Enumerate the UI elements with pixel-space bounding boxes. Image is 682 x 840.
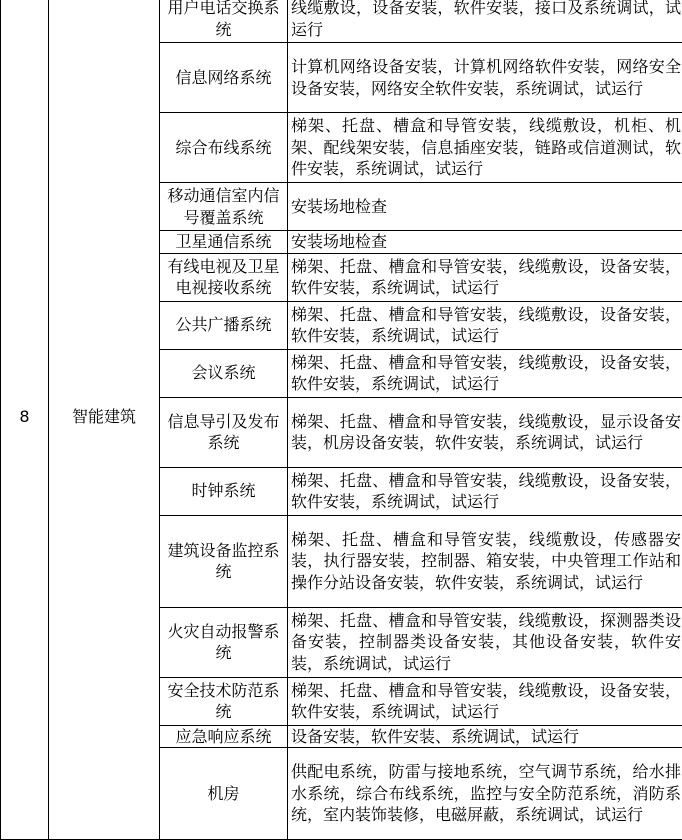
- subsystem-cell: 综合布线系统: [160, 113, 288, 183]
- work-content-cell: 计算机网络设备安装，计算机网络软件安装，网络安全设备安装，网络安全软件安装，系统调试，试运行: [288, 43, 682, 113]
- subsystem-cell: 卫星通信系统: [160, 231, 288, 254]
- work-content-cell: 梯架、托盘、槽盒和导管安装，线缆敷设，设备安装，软件安装，系统调试，试运行: [288, 301, 682, 349]
- item-index: 8: [1, 0, 49, 840]
- work-content-cell: 线缆敷设，设备安装，软件安装，接口及系统调试，试运行: [288, 0, 682, 43]
- subsystem-cell: 建筑设备监控系统: [160, 515, 288, 607]
- subsystem-cell: 有线电视及卫星电视接收系统: [160, 253, 288, 301]
- work-content-cell: 梯架、托盘、槽盒和导管安装，线缆敷设，设备安装，软件安装，系统调试，试运行: [288, 677, 682, 725]
- subsystem-cell: 时钟系统: [160, 467, 288, 515]
- subsystem-cell: 用户电话交换系统: [160, 0, 288, 43]
- subsystem-cell: 安全技术防范系统: [160, 677, 288, 725]
- subsystem-cell: 会议系统: [160, 349, 288, 397]
- subsystem-cell: 信息导引及发布系统: [160, 397, 288, 467]
- work-content-cell: 梯架、托盘、槽盒和导管安装，线缆敷设，机柜、机架、配线架安装，信息插座安装，链路或信道测试，软件安装，系统调试，试运行: [288, 113, 682, 183]
- work-content-cell: 梯架、托盘、槽盒和导管安装，线缆敷设，设备安装，软件安装，系统调试，试运行: [288, 467, 682, 515]
- table-body: [1, 0, 682, 840]
- subsystem-cell: 信息网络系统: [160, 43, 288, 113]
- work-content-cell: 安装场地检查: [288, 183, 682, 231]
- work-content-cell: 梯架、托盘、槽盒和导管安装，线缆敷设，探测器类设备安装，控制器类设备安装，其他设备安装，软件安装，系统调试，试运行: [288, 607, 682, 677]
- subsystem-cell: 应急响应系统: [160, 725, 288, 748]
- work-content-cell: 安装场地检查: [288, 231, 682, 254]
- subsystem-cell: 移动通信室内信号覆盖系统: [160, 183, 288, 231]
- work-content-cell: 梯架、托盘、槽盒和导管安装，线缆敷设，设备安装，软件安装，系统调试，试运行: [288, 253, 682, 301]
- work-content-cell: 梯架、托盘、槽盒和导管安装，线缆敷设，设备安装，软件安装，系统调试，试运行: [288, 349, 682, 397]
- work-content-cell: 梯架、托盘、槽盒和导管安装，线缆敷设，显示设备安装，机房设备安装，软件安装，系统调试，试运行: [288, 397, 682, 467]
- table-row: [1, 0, 682, 43]
- subsystem-cell: 机房: [160, 748, 288, 840]
- work-content-cell: 梯架、托盘、槽盒和导管安装，线缆敷设，传感器安装，执行器安装，控制器、箱安装，中央管理工作站和操作分站设备安装，软件安装，系统调试，试运行: [288, 515, 682, 607]
- work-content-cell: 供配电系统，防雷与接地系统，空气调节系统，给水排水系统，综合布线系统，监控与安全防范系统，消防系统，室内装饰装修，电磁屏蔽，系统调试，试运行: [288, 748, 682, 840]
- subsystem-cell: 公共广播系统: [160, 301, 288, 349]
- subsystem-cell: 火灾自动报警系统: [160, 607, 288, 677]
- work-content-cell: 设备安装，软件安装、系统调试，试运行: [288, 725, 682, 748]
- category-cell: 智能建筑: [49, 0, 160, 840]
